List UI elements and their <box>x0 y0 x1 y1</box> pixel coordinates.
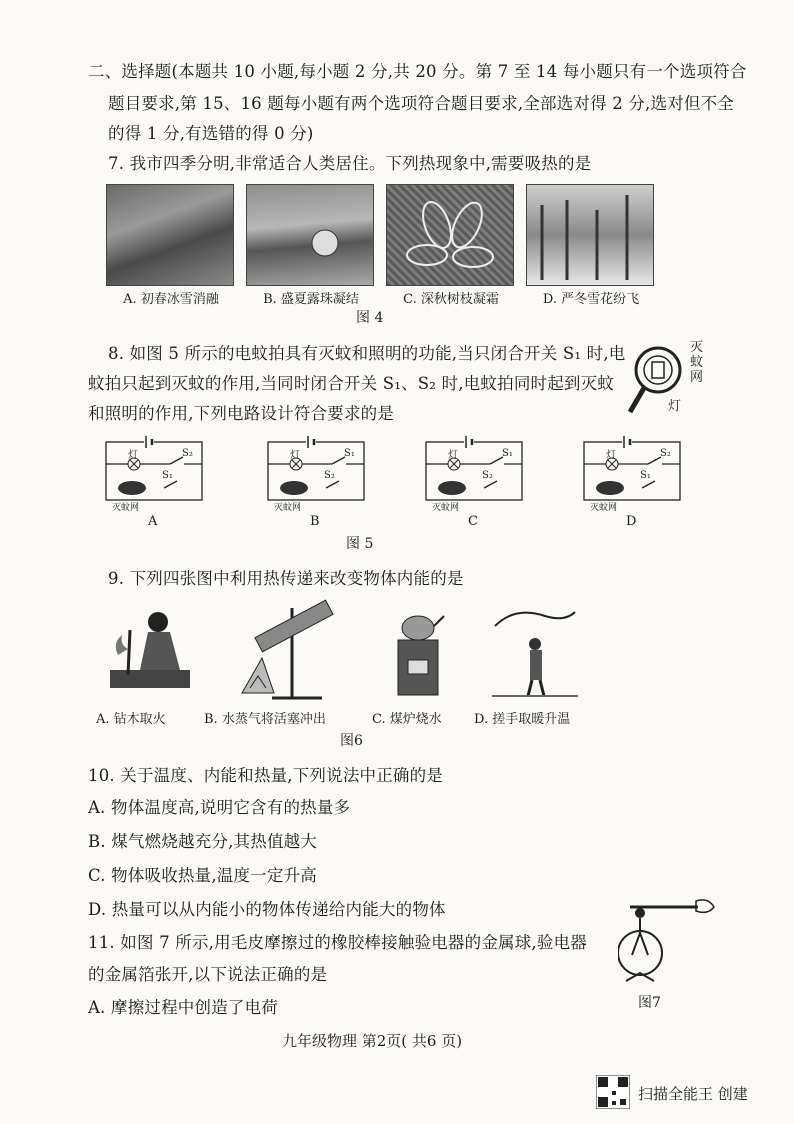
q9-option-a: A. 钻木取火 <box>96 712 166 727</box>
drilling-wood-fire-icon <box>100 600 200 700</box>
q10-option-d: D. 热量可以从内能小的物体传递给内能大的物体 <box>88 900 446 919</box>
circuit-a <box>104 432 224 532</box>
circuit-switch-top-label: S₁ <box>502 448 513 459</box>
q7-option-c: C. 深秋树枝凝霜 <box>403 292 499 307</box>
circuit-letter: A <box>148 514 158 529</box>
circuit-letter: D <box>626 514 637 529</box>
circuit-lamp-label: 灯 <box>606 450 616 461</box>
circuit-letter: B <box>310 514 320 529</box>
page-footer: 九年级物理 第2页( 共6 页) <box>282 1032 463 1050</box>
figure-6-label: 图6 <box>340 733 363 749</box>
circuit-letter: C <box>468 514 478 529</box>
figure-4-label: 图 4 <box>356 310 384 326</box>
racket-lamp-label: 灯 <box>668 399 682 414</box>
q9-option-c: C. 煤炉烧水 <box>372 712 442 727</box>
circuit-switch-bottom-label: S₂ <box>482 470 493 481</box>
rubbing-hands-icon <box>490 604 580 699</box>
scanner-watermark: 扫描全能王 创建 <box>638 1085 748 1103</box>
circuit-net-label: 灭蚊网 <box>590 503 618 513</box>
q7-photo-frost <box>386 184 514 286</box>
circuit-net-label: 灭蚊网 <box>274 503 302 513</box>
q7-option-d: D. 严冬雪花纷飞 <box>542 292 640 307</box>
q9-stem: 9. 下列四张图中利用热传递来改变物体内能的是 <box>108 569 464 588</box>
circuit-lamp-label: 灯 <box>290 450 300 461</box>
circuit-net-label: 灭蚊网 <box>112 503 140 513</box>
q8-line3: 和照明的作用,下列电路设计符合要求的是 <box>88 404 395 423</box>
section-header-line3: 的得 1 分,有选错的得 0 分) <box>108 124 314 143</box>
circuit-net-label: 灭蚊网 <box>432 503 460 513</box>
circuit-switch-bottom-label: S₂ <box>324 470 335 481</box>
circuit-switch-bottom-label: S₁ <box>162 470 173 481</box>
frost-leaf-icon <box>387 185 513 285</box>
q8-line2: 蚊拍只起到灭蚊的作用,当同时闭合开关 S₁、S₂ 时,电蚊拍同时起到灭蚊 <box>88 374 615 393</box>
q8-line1: 8. 如图 5 所示的电蚊拍具有灭蚊和照明的功能,当只闭合开关 S₁ 时,电 <box>108 344 626 363</box>
circuit-c <box>424 432 544 532</box>
q10-option-b: B. 煤气燃烧越充分,其热值越大 <box>88 832 318 851</box>
q7-stem: 7. 我市四季分明,非常适合人类居住。下列热现象中,需要吸热的是 <box>108 154 592 173</box>
qr-code-icon <box>596 1075 630 1109</box>
q11-line2: 的金属箔张开,以下说法正确的是 <box>88 965 328 984</box>
q7-photo-dew <box>246 184 374 286</box>
q10-stem: 10. 关于温度、内能和热量,下列说法中正确的是 <box>88 766 444 785</box>
section-header-line1: 二、选择题(本题共 10 小题,每小题 2 分,共 20 分。第 7 至 14 每小题只有一个选项符合 <box>88 62 747 81</box>
q7-photo-ice-melting <box>106 184 234 286</box>
coal-stove-kettle-icon <box>388 608 448 698</box>
q11-option-a: A. 摩擦过程中创造了电荷 <box>88 998 279 1017</box>
q11-line1: 11. 如图 7 所示,用毛皮摩擦过的橡胶棒接触验电器的金属球,验电器 <box>88 933 587 952</box>
circuit-switch-top-label: S₂ <box>660 448 671 459</box>
q10-option-a: A. 物体温度高,说明它含有的热量多 <box>88 798 351 817</box>
circuit-switch-top-label: S₁ <box>344 448 355 459</box>
circuit-d <box>582 432 702 532</box>
section-header-line2: 题目要求,第 15、16 题每小题有两个选项符合题目要求,全部选对得 2 分,选对但不全 <box>108 94 735 113</box>
electroscope-icon <box>618 893 718 988</box>
q7-option-b: B. 盛夏露珠凝结 <box>263 292 359 307</box>
snow-trees-icon <box>527 185 653 285</box>
figure-5-label: 图 5 <box>346 536 374 552</box>
q7-photo-snow <box>526 184 654 286</box>
q7-option-a: A. 初春冰雪消融 <box>123 292 219 307</box>
figure-7-label: 图7 <box>638 995 661 1011</box>
circuit-lamp-label: 灯 <box>448 450 458 461</box>
circuit-lamp-label: 灯 <box>128 450 138 461</box>
q9-option-b: B. 水蒸气将活塞冲出 <box>204 712 326 727</box>
circuit-switch-top-label: S₂ <box>182 448 193 459</box>
circuit-switch-bottom-label: S₁ <box>640 470 651 481</box>
dew-drop-icon <box>247 185 373 285</box>
racket-net-label: 灭 蚊 网 <box>690 340 704 385</box>
q10-option-c: C. 物体吸收热量,温度一定升高 <box>88 866 317 885</box>
steam-piston-icon <box>232 598 342 708</box>
circuit-b <box>266 432 386 532</box>
q9-option-d: D. 搓手取暖升温 <box>474 712 571 727</box>
